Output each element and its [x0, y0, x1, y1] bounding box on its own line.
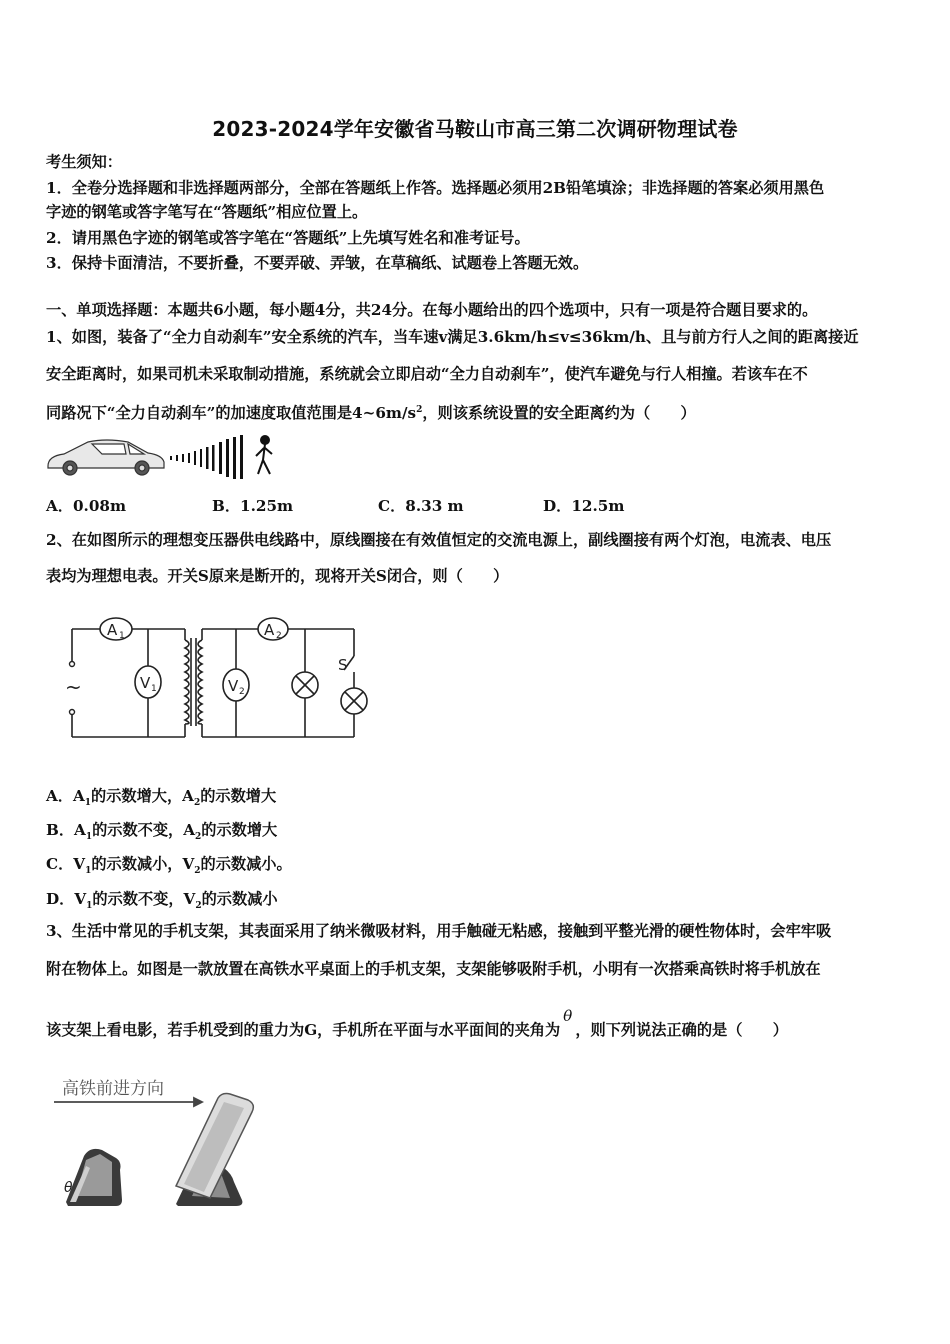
- q1-line-3: [46, 400, 696, 423]
- q1-line-1: 1、如图，装备了“全力自动刹车”安全系统的汽车，当车速v满足3.6km/h≤v≤36km/h、且与前方行人之间的距离接近: [46, 328, 859, 346]
- ammeter-a2: [258, 618, 288, 641]
- q2-option-d-sub-2: 2: [195, 901, 202, 912]
- q2-option-a-sub-2: 2: [193, 798, 201, 809]
- q2-option-b-sub-1: 1: [85, 832, 93, 843]
- q3-line-3: [46, 1007, 788, 1040]
- q2-option-c-sub-2: 2: [194, 866, 201, 877]
- car-icon: [48, 440, 164, 475]
- pedestrian-icon: [256, 436, 272, 474]
- q2-option-a-part-3: 的示数增大: [200, 787, 277, 805]
- phone-holder-left-icon: [66, 1149, 122, 1206]
- q1-line-3-tail: ，则该系统设置的安全距离约为（ ）: [422, 404, 696, 423]
- q3-line-3-text: 该支架上看电影，若手机受到的重力为G，手机所在平面与水平面间的夹角为: [46, 1021, 561, 1039]
- q2-option-a[interactable]: [46, 785, 276, 808]
- q1-line-3-text: 同路况下“全力自动刹车”的加速度取值范围是4~6m/s: [46, 404, 417, 423]
- q2-option-c-sub-1: 1: [85, 866, 92, 877]
- figure-direction-label: 高铁前进方向: [62, 1079, 164, 1099]
- q2-option-b-sub-2: 2: [195, 832, 202, 843]
- phone-holder-figure: [46, 1070, 286, 1215]
- q2-option-d-part-2: 的示数不变，V: [92, 890, 196, 908]
- ammeter-a2-sub: 2: [276, 631, 282, 641]
- voltmeter-v2-label: V: [228, 677, 239, 695]
- q2-option-b-part-3: 的示数增大: [201, 821, 278, 839]
- q2-option-d-part-1: D．V: [46, 890, 87, 908]
- notice-item-1-line-1: 1．全卷分选择题和非选择题两部分，全部在答题纸上作答。选择题必须用2B铅笔填涂；非选择题的答案必须用黑色: [46, 179, 825, 197]
- ammeter-a1-sub: 1: [119, 631, 125, 641]
- voltmeter-v2: [223, 669, 249, 701]
- q2-option-b-part-1: B．A: [46, 821, 86, 839]
- q3-theta-symbol: θ: [563, 1007, 573, 1025]
- direction-arrow-icon: [54, 1098, 202, 1106]
- q2-option-d-part-3: 的示数减小: [201, 890, 278, 908]
- figure-angle-label: θ: [64, 1180, 73, 1196]
- q2-option-a-part-1: A．A: [46, 787, 85, 805]
- notice-heading: 考生须知：: [46, 153, 122, 171]
- ammeter-a1-label: A: [107, 621, 118, 639]
- ammeter-a1: [100, 618, 132, 641]
- voltmeter-v2-sub: 2: [239, 687, 245, 697]
- q2-line-1: 2、在如图所示的理想变压器供电线路中，原线圈接在有效值恒定的交流电源上，副线圈接有两个灯泡，电流表、电压: [46, 531, 832, 549]
- q1-option-b[interactable]: B．1.25m: [212, 497, 294, 515]
- q3-line-2: 附在物体上。如图是一款放置在高铁水平桌面上的手机支架，支架能够吸附手机，小明有一次搭乘高铁时将手机放在: [46, 960, 821, 978]
- q1-option-d[interactable]: D．12.5m: [543, 497, 625, 515]
- ammeter-a2-label: A: [264, 621, 275, 639]
- q3-line-1: 3、生活中常见的手机支架，其表面采用了纳米微吸材料，用手触碰无粘感，接触到平整光滑的硬性物体时，会牢牢吸: [46, 922, 832, 940]
- q2-option-a-sub-1: 1: [84, 798, 92, 809]
- q2-option-c-part-2: 的示数减小，V: [91, 855, 195, 873]
- notice-item-3: 3．保持卡面清洁，不要折叠，不要弄破、弄皱，在草稿纸、试题卷上答题无效。: [46, 254, 589, 272]
- q2-option-a-part-2: 的示数增大，A: [91, 787, 194, 805]
- section-heading: 一、单项选择题：本题共6小题，每小题4分，共24分。在每小题给出的四个选项中，只有一项是符合题目要求的。: [46, 301, 818, 319]
- sensor-waves-icon: [170, 435, 243, 479]
- q1-unit-exponent: 2: [416, 405, 423, 415]
- q2-option-b[interactable]: [46, 819, 277, 842]
- lamp-2-icon: [341, 688, 367, 714]
- q2-option-d[interactable]: [46, 888, 278, 911]
- page-title: 2023-2024学年安徽省马鞍山市高三第二次调研物理试卷: [212, 117, 738, 141]
- transformer-circuit-diagram: [60, 612, 370, 747]
- phone-icon: [176, 1094, 253, 1199]
- lamp-1-icon: [292, 672, 318, 698]
- q1-option-c[interactable]: C．8.33 m: [378, 497, 464, 515]
- q2-option-c[interactable]: [46, 853, 292, 876]
- ac-source-symbol: ~: [65, 675, 82, 699]
- q2-option-c-part-3: 的示数减小。: [200, 855, 292, 873]
- q1-line-2: 安全距离时，如果司机未采取制动措施，系统就会立即启动“全力自动刹车”，使汽车避免与行人相撞。若该车在不: [46, 365, 808, 383]
- voltmeter-v1-label: V: [140, 674, 151, 692]
- q2-line-2: 表均为理想电表。开关S原来是断开的，现将开关S闭合，则（ ）: [46, 567, 509, 585]
- q2-option-b-part-2: 的示数不变，A: [92, 821, 195, 839]
- q3-line-3-tail: ，则下列说法正确的是（ ）: [575, 1021, 788, 1039]
- voltmeter-v1-sub: 1: [151, 684, 157, 694]
- q2-option-c-part-1: C．V: [46, 855, 86, 873]
- notice-item-2: 2．请用黑色字迹的钢笔或答字笔在“答题纸”上先填写姓名和准考证号。: [46, 229, 530, 247]
- notice-item-1-line-2: 字迹的钢笔或答字笔写在“答题纸”相应位置上。: [46, 203, 368, 221]
- switch-s-label: S: [338, 656, 348, 674]
- car-pedestrian-figure: [44, 432, 284, 482]
- q2-option-d-sub-1: 1: [86, 901, 93, 912]
- q1-option-a[interactable]: A．0.08m: [46, 497, 127, 515]
- voltmeter-v1: [135, 666, 161, 698]
